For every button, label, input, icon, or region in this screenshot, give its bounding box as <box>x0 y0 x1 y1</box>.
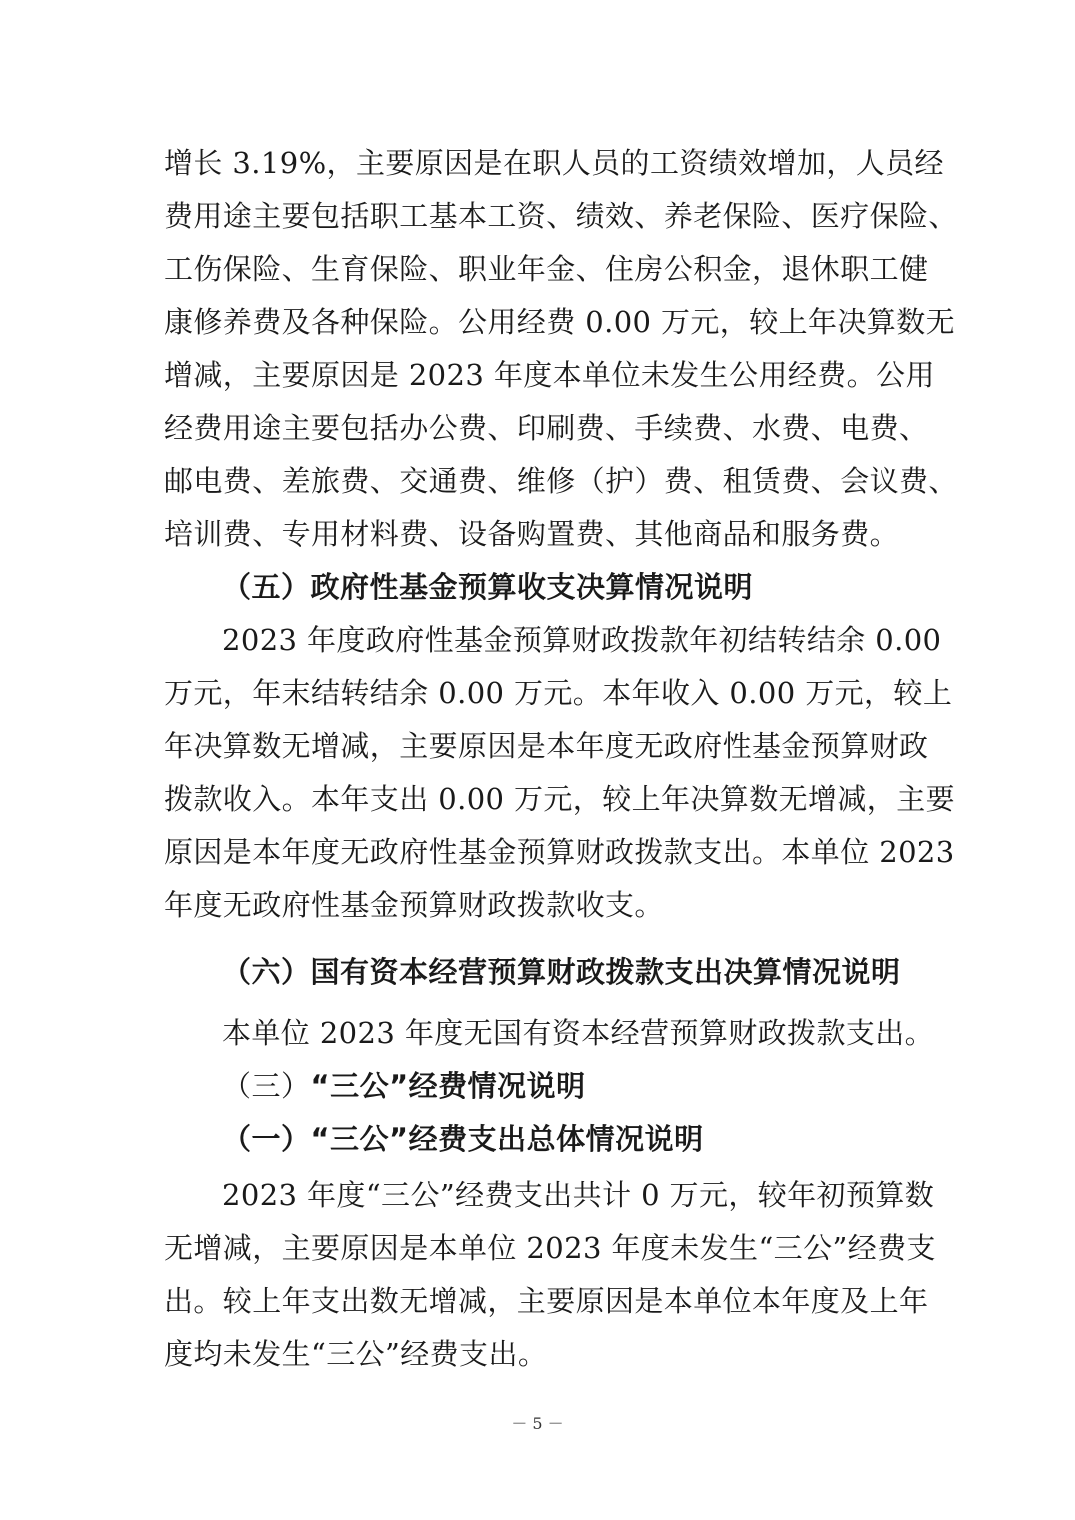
paragraph-4-line-2: 无增减，主要原因是本单位 2023 年度未发生“三公”经费支 <box>164 1231 936 1265</box>
section-heading-3-title: “三公”经费情况说明 <box>310 1069 586 1103</box>
paragraph-1-line-1: 增长 3.19%，主要原因是在职人员的工资绩效增加，人员经 <box>164 146 944 180</box>
paragraph-1-line-4: 康修养费及各种保险。公用经费 0.00 万元，较上年决算数无 <box>164 305 956 339</box>
paragraph-2-line-2: 万元，年末结转结余 0.00 万元。本年收入 0.00 万元，较上 <box>164 676 953 710</box>
paragraph-2-line-1: 2023 年度政府性基金预算财政拨款年初结转结余 0.00 <box>222 623 942 657</box>
paragraph-1-line-6: 经费用途主要包括办公费、印刷费、手续费、水费、电费、 <box>164 411 929 445</box>
section-heading-5: （五）政府性基金预算收支决算情况说明 <box>222 570 754 604</box>
paragraph-1-line-7: 邮电费、差旅费、交通费、维修（护）费、租赁费、会议费、 <box>164 464 958 498</box>
paragraph-2-line-5: 原因是本年度无政府性基金预算财政拨款支出。本单位 2023 <box>164 835 955 869</box>
section-heading-3 <box>222 1066 586 1106</box>
paragraph-1-line-8: 培训费、专用材料费、设备购置费、其他商品和服务费。 <box>164 517 900 551</box>
paragraph-1-line-3: 工伤保险、生育保险、职业年金、住房公积金，退休职工健 <box>164 252 929 286</box>
paragraph-4-line-3: 出。较上年支出数无增减，主要原因是本单位本年度及上年 <box>164 1284 929 1318</box>
paragraph-4-line-1: 2023 年度“三公”经费支出共计 0 万元，较年初预算数 <box>222 1178 935 1212</box>
section-heading-1: （一）“三公”经费支出总体情况说明 <box>222 1122 704 1156</box>
paragraph-2-line-6: 年度无政府性基金预算财政拨款收支。 <box>164 888 664 922</box>
section-heading-6: （六）国有资本经营预算财政拨款支出决算情况说明 <box>222 955 901 989</box>
paragraph-1-line-5: 增减，主要原因是 2023 年度本单位未发生公用经费。公用 <box>164 358 935 392</box>
section-heading-3-number: （三） <box>222 1069 311 1103</box>
page-number: － 5 － <box>511 1414 564 1433</box>
paragraph-4-line-4: 度均未发生“三公”经费支出。 <box>164 1337 548 1371</box>
paragraph-2-line-4: 拨款收入。本年支出 0.00 万元，较上年决算数无增减，主要 <box>164 782 956 816</box>
paragraph-1-line-2: 费用途主要包括职工基本工资、绩效、养老保险、医疗保险、 <box>164 199 958 233</box>
paragraph-2-line-3: 年决算数无增减，主要原因是本年度无政府性基金预算财政 <box>164 729 929 763</box>
paragraph-3-line-1: 本单位 2023 年度无国有资本经营预算财政拨款支出。 <box>222 1016 935 1050</box>
